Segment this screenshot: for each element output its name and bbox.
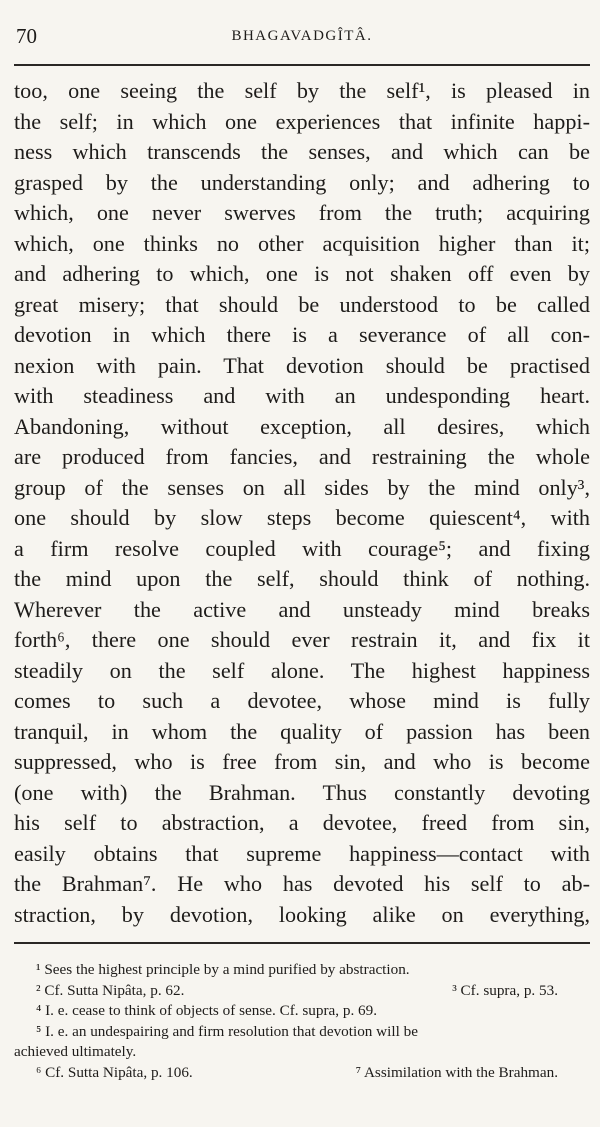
body-line: forth⁶, there one should ever restrain it, and fix it (14, 627, 590, 652)
body-line: straction, by devotion, looking alike on everything, (14, 901, 590, 927)
running-title: BHAGAVADGÎTÂ. (231, 28, 373, 44)
footnote-3: ³ Cf. supra, p. 53. (452, 981, 558, 999)
body-line: with steadiness and with an undesponding heart. (14, 383, 590, 408)
body-line: comes to such a devotee, whose mind is fully (14, 688, 590, 713)
footnote-4: ⁴ I. e. cease to think of objects of sense. Cf. supra, p. 69. (36, 1002, 378, 1019)
footnotes (14, 960, 590, 1083)
footnote-1: ¹ Sees the highest principle by a mind purified by abstraction. (36, 961, 410, 978)
body-line: the mind upon the self, should think of nothing. (14, 566, 590, 591)
footnote-5: ⁵ I. e. an undespairing and firm resolution that devotion will be (36, 1022, 418, 1040)
body-line: Wherever the active and unsteady mind breaks (14, 596, 590, 622)
body-line: (one with) the Brahman. Thus constantly devoting (14, 779, 590, 805)
body-line: Abandoning, without exception, all desires, which (14, 413, 590, 439)
body-line: nexion with pain. That devotion should be practised (14, 352, 590, 378)
body-line: devotion in which there is a severance of all con- (14, 322, 590, 347)
body-line: suppressed, who is free from sin, and who is become (14, 749, 590, 774)
body-line: the Brahman⁷. He who has devoted his self to ab- (14, 871, 590, 896)
body-line: ness which transcends the senses, and which can be (14, 139, 590, 164)
body-line: too, one seeing the self by the self¹, is pleased in (14, 78, 590, 103)
body-line: which, one never swerves from the truth; acquiring (14, 200, 590, 225)
body-line: which, one thinks no other acquisition higher than it; (14, 230, 590, 256)
header-rule (14, 64, 590, 66)
body-line: are produced from fancies, and restraining the whole (14, 444, 590, 469)
page-number: 70 (16, 24, 37, 48)
body-line: easily obtains that supreme happiness—contact with (14, 840, 590, 866)
body-line: his self to abstraction, a devotee, freed from sin, (14, 810, 590, 835)
body-text (14, 76, 590, 930)
body-line: a firm resolve coupled with courage⁵; and fixing (14, 535, 590, 561)
body-line: and adhering to which, one is not shaken off even by (14, 261, 590, 286)
footnote-rule (14, 942, 590, 944)
footnote-2: ² Cf. Sutta Nipâta, p. 62. (36, 981, 185, 999)
body-line: the self; in which one experiences that infinite happi- (14, 108, 590, 134)
body-line: group of the senses on all sides by the mind only³, (14, 474, 590, 500)
footnote-6: ⁶ Cf. Sutta Nipâta, p. 106. (36, 1063, 193, 1081)
body-line: grasped by the understanding only; and adhering to (14, 169, 590, 195)
footnote-7: ⁷ Assimilation with the Brahman. (355, 1063, 558, 1081)
body-line: steadily on the self alone. The highest happiness (14, 657, 590, 683)
body-line: one should by slow steps become quiescent⁴, with (14, 505, 590, 530)
body-line: great misery; that should be understood to be called (14, 291, 590, 317)
body-line: tranquil, in whom the quality of passion has been (14, 718, 590, 744)
footnote-5-continuation: achieved ultimately. (14, 1043, 137, 1060)
page-header (14, 22, 590, 54)
